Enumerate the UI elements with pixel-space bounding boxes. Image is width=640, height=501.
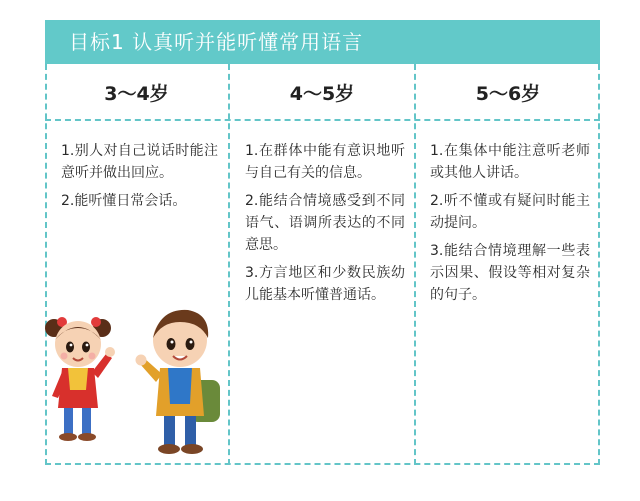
column-items-age-5-6	[430, 140, 590, 312]
title-bar	[45, 20, 600, 64]
list-item: 3.能结合情境理解一些表示因果、假设等相对复杂的句子。	[430, 243, 590, 303]
list-item: 2.能听懂日常会话。	[61, 193, 187, 209]
boy-figure	[136, 310, 221, 454]
column-items-age-4-5	[245, 140, 405, 312]
list-item: 2.能结合情境感受到不同语气、语调所表达的不同意思。	[245, 193, 405, 253]
list-item: 1.别人对自己说话时能注意听并做出回应。	[61, 143, 218, 181]
list-item: 1.在群体中能有意识地听与自己有关的信息。	[245, 143, 405, 181]
column-header-age-4-5: 4～5岁	[289, 83, 355, 105]
list-item: 1.在集体中能注意听老师或其他人讲话。	[430, 143, 590, 181]
list-item: 3.方言地区和少数民族幼儿能基本听懂普通话。	[245, 265, 405, 303]
girl-figure	[45, 317, 115, 441]
column-divider	[414, 64, 416, 465]
column-header-age-3-4: 3～4岁	[104, 83, 169, 105]
page-title: 目标1 认真听并能听懂常用语言	[69, 30, 364, 54]
children-illustration	[40, 300, 240, 470]
list-item: 2.听不懂或有疑问时能主动提问。	[430, 193, 590, 231]
column-items-age-3-4	[61, 140, 218, 218]
header-divider	[45, 119, 600, 121]
column-header-age-5-6: 5～6岁	[475, 83, 541, 105]
